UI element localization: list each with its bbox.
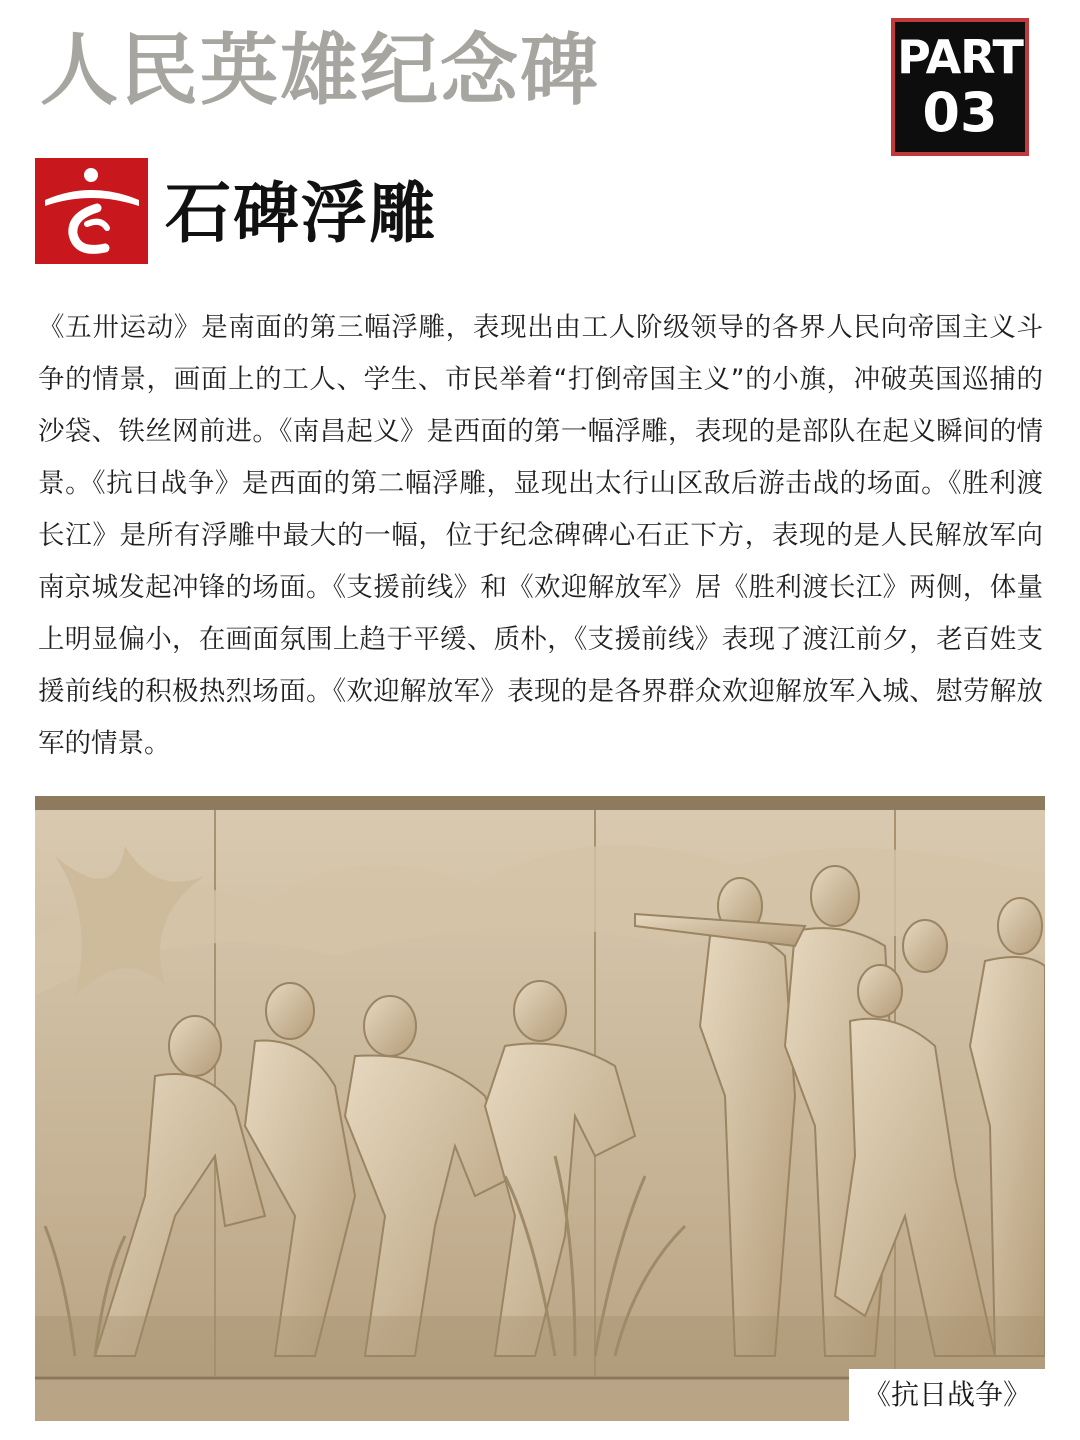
part-badge xyxy=(891,18,1029,156)
logo-icon xyxy=(35,158,148,264)
part-label: PART xyxy=(897,30,1023,84)
body-paragraph: 《五卅运动》是南面的第三幅浮雕，表现出由工人阶级领导的各界人民向帝国主义斗争的情景，画面上的工人、学生、市民举着“打倒帝国主义”的小旗，冲破英国巡捕的沙袋、铁丝网前进。《南昌起义》是西面的第一幅浮雕，表现的是部队在起义瞬间的情景。《抗日战争》是西面的第二幅浮雕，显现出太行山区敌后游击战的场面。《胜利渡长江》是所有浮雕中最大的一幅，位于纪念碑碑心石正下方，表现的是人民解放军向南京城发起冲锋的场面。《支援前线》和《欢迎解放军》居《胜利渡长江》两侧，体量上明显偏小，在画面氛围上趋于平缓、质朴，《支援前线》表现了渡江前夕，老百姓支援前线的积极热烈场面。《欢迎解放军》表现的是各界群众欢迎解放军入城、慰劳解放军的情景。 xyxy=(38,312,1043,759)
photo-caption: 《抗日战争》 xyxy=(849,1369,1045,1421)
page-title: 人民英雄纪念碑 xyxy=(40,25,601,116)
part-number: 03 xyxy=(922,81,998,144)
section-title: 石碑浮雕 xyxy=(165,174,437,252)
relief-photo xyxy=(35,796,1045,1421)
